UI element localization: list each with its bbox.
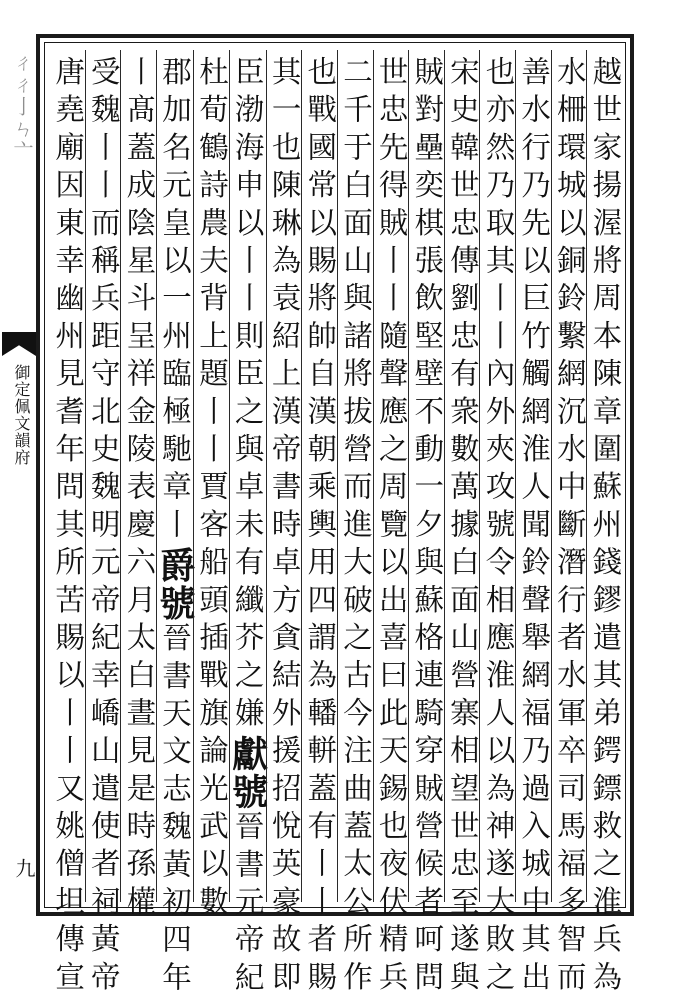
text-column bbox=[120, 50, 157, 924]
column-text bbox=[226, 50, 269, 999]
text-column bbox=[153, 50, 196, 999]
column-tail: 六月太白晝見是時孫權 bbox=[122, 546, 157, 924]
column-text: 賊對壘奕棋張飲堅壁不動一夕與蘇格連騎穿賊營候者呵問 bbox=[410, 56, 445, 999]
text-column bbox=[373, 50, 409, 999]
text-column bbox=[408, 50, 445, 999]
text-column bbox=[266, 50, 302, 999]
column-text: 受魏丨丨而稱兵距守北史魏明元帝紀幸嶠山遣使者祠黃帝 bbox=[86, 56, 121, 999]
column-text: 也戰國常以賜將帥自漢朝乘輿用四謂為轓軿蓋有丨丨者賜 bbox=[303, 56, 338, 999]
column-text bbox=[195, 50, 230, 924]
text-column bbox=[551, 50, 587, 999]
column-text: 二千于白面山與諸將拔營而進大破之古今注曲蓋太公所作 bbox=[338, 56, 373, 999]
margin-edge-glyphs: ㄔㄔ亅ㄣ亠 bbox=[10, 52, 34, 162]
column-text bbox=[122, 50, 157, 924]
page-margin bbox=[0, 42, 40, 908]
text-column bbox=[444, 50, 480, 999]
column-body: 郡加名元皇以一州臨極馳章丨 bbox=[157, 56, 192, 547]
column-text: 水柵環城以銅鈴繫網沉水中斷潛行者水軍卒司馬福多智而 bbox=[552, 56, 587, 999]
column-body: 臣渤海申以丨丨則臣之與卓未有纖芥之嫌 bbox=[230, 56, 265, 735]
text-columns bbox=[50, 50, 623, 999]
text-column bbox=[193, 50, 230, 924]
book-title: 御定佩文韻府 bbox=[12, 364, 31, 466]
column-tail: 論光武以數 bbox=[195, 734, 230, 924]
text-column bbox=[85, 50, 121, 999]
column-text: 其一也陳琳為袁紹上漢帝書時卓方貪結外援招悅英豪故即 bbox=[267, 56, 302, 999]
text-column bbox=[50, 50, 86, 999]
text-column bbox=[337, 50, 373, 999]
column-tail: 晉書天文志魏黃初四年 bbox=[157, 622, 192, 999]
column-text: 善水行乃先以巨竹觸網淮人聞鈴聲舉網福乃過入城中其出 bbox=[517, 56, 552, 999]
headword: 獻號 bbox=[226, 734, 269, 811]
column-body: 丨髙蓋成陰星斗呈祥金陵表慶 bbox=[122, 56, 157, 547]
column-text: 宋史韓世忠傳劉忠有衆數萬據白面山營寨相望世忠至遂與 bbox=[445, 56, 480, 999]
page-number: 九 bbox=[12, 858, 36, 878]
text-column bbox=[479, 50, 516, 999]
column-tail: 晉書元帝紀 bbox=[230, 810, 265, 999]
text-column bbox=[226, 50, 269, 999]
headword: 爵號 bbox=[153, 546, 196, 623]
text-column bbox=[301, 50, 338, 999]
column-text: 也亦然乃取其丨丨內外夾攻號令相應淮人以為神遂大敗之 bbox=[481, 56, 516, 999]
column-text bbox=[153, 50, 196, 999]
column-body: 杜荀鶴詩農夫背上題丨丨賈客船頭插戰旗 bbox=[195, 56, 230, 735]
fishtail-mark-icon bbox=[2, 332, 36, 356]
column-text: 唐堯廟因東幸幽州見耆年問其所苦賜以丨丨又姚僧坦傳宣 bbox=[51, 56, 86, 999]
column-text: 越世家揚渥將周本陳章圍蘇州錢鏐遣其弟鍔鏢救之淮兵為 bbox=[588, 56, 623, 999]
text-column bbox=[515, 50, 552, 999]
column-text: 世忠先得賊丨丨隨聲應之周覽以出喜曰此天錫也夜伏精兵 bbox=[374, 56, 409, 999]
text-column bbox=[586, 50, 623, 999]
